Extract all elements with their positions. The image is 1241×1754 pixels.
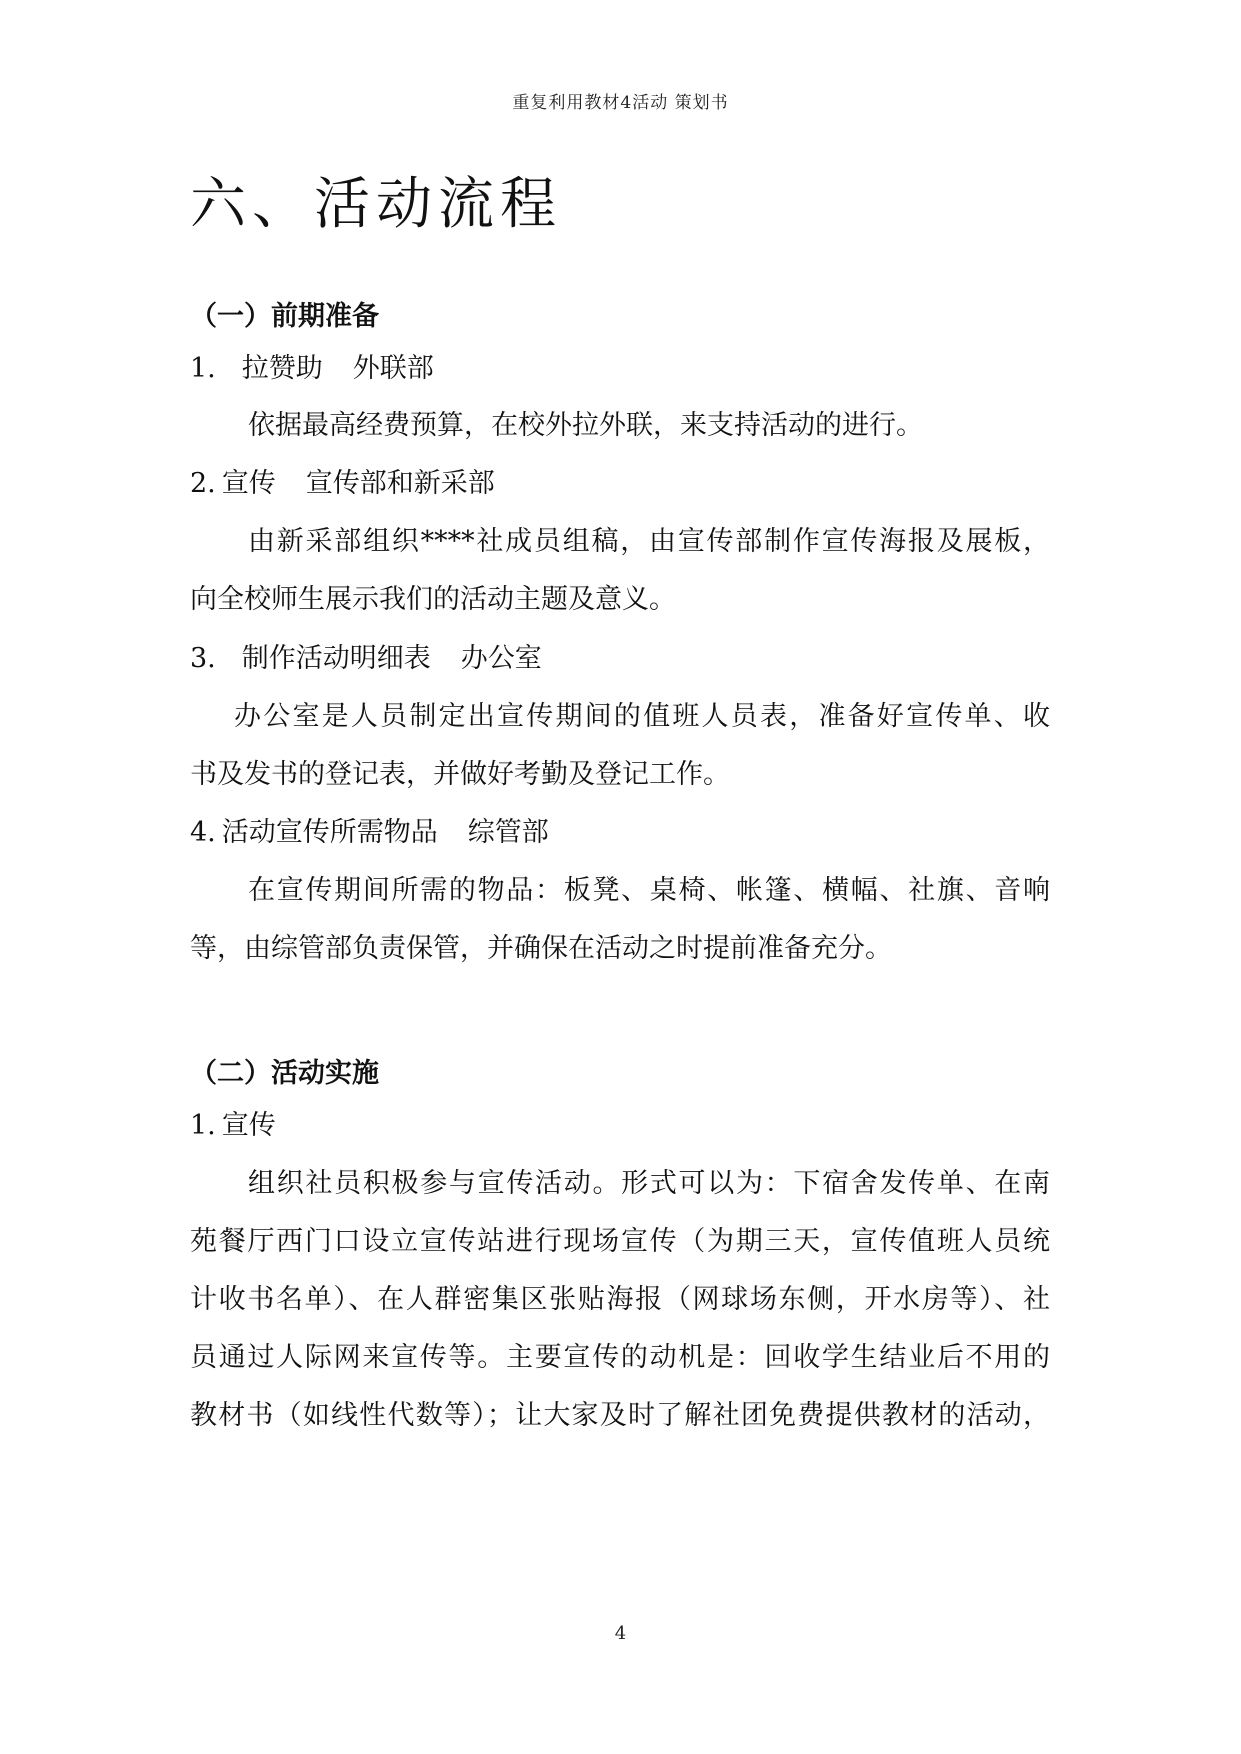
item-label: 拉赞助 [241, 353, 323, 384]
item-department: 宣传部和新采部 [305, 468, 495, 499]
paragraph-line: 由新采部组织****社成员组稿，由宣传部制作宣传海报及展板， [248, 526, 1050, 557]
item-department: 办公室 [460, 643, 542, 674]
paragraph-line: 向全校师生展示我们的活动主题及意义。 [190, 584, 676, 615]
item-department: 综管部 [467, 817, 549, 848]
paragraph-line: 依据最高经费预算，在校外拉外联，来支持活动的进行。 [248, 410, 923, 441]
paragraph-line: 苑餐厅西门口设立宣传站进行现场宣传（为期三天，宣传值班人员统 [190, 1226, 1050, 1257]
paragraph-line: 在宣传期间所需的物品：板凳、桌椅、帐篷、横幅、社旗、音响 [248, 875, 1050, 906]
paragraph-line: 等，由综管部负责保管，并确保在活动之时提前准备充分。 [190, 933, 892, 964]
paragraph-line: 办公室是人员制定出宣传期间的值班人员表，准备好宣传单、收 [234, 701, 1050, 732]
list-item [190, 1112, 276, 1139]
paragraph-line: 组织社员积极参与宣传活动。形式可以为：下宿舍发传单、在南 [248, 1168, 1050, 1199]
item-number: 1. [190, 1110, 216, 1141]
list-item [190, 470, 495, 497]
item-label: 宣传 [221, 1110, 276, 1141]
paragraph-line: 员通过人际网来宣传等。主要宣传的动机是：回收学生结业后不用的 [190, 1342, 1050, 1373]
section-title-implementation: （二）活动实施 [190, 1058, 379, 1089]
item-number: 3. [190, 643, 216, 674]
item-number: 4. [190, 817, 216, 848]
page-number: 4 [614, 1623, 627, 1644]
item-department: 外联部 [352, 353, 434, 384]
list-item [190, 819, 549, 846]
list-item [190, 355, 434, 382]
paragraph-line: 书及发书的登记表，并做好考勤及登记工作。 [190, 759, 730, 790]
item-label: 制作活动明细表 [241, 643, 431, 674]
paragraph-line: 教材书（如线性代数等）；让大家及时了解社团免费提供教材的活动， [190, 1400, 1050, 1431]
list-item [190, 645, 542, 672]
paragraph-line: 计收书名单）、在人群密集区张贴海报（网球场东侧，开水房等）、社 [190, 1284, 1050, 1315]
item-label: 活动宣传所需物品 [221, 817, 438, 848]
section-title-prep: （一）前期准备 [190, 301, 379, 332]
page-header: 重复利用教材4活动 策划书 [512, 93, 729, 113]
item-number: 1. [190, 353, 216, 384]
item-number: 2. [190, 468, 216, 499]
item-label: 宣传 [221, 468, 276, 499]
chapter-heading: 六、活动流程 [190, 172, 562, 237]
